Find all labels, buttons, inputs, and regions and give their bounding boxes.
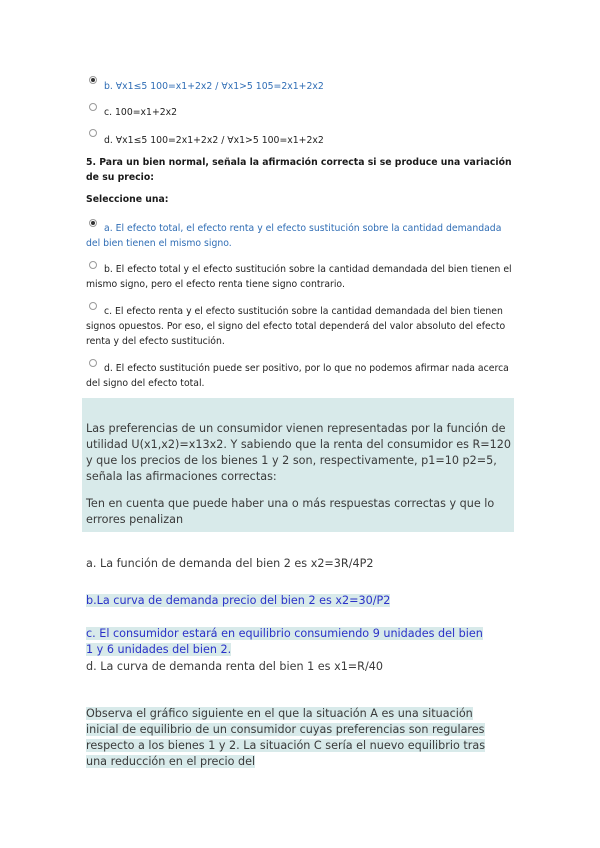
option-q5-b[interactable]: b. El efecto total y el efecto sustitución sobre la cantidad demandada del bien tienen el mismo signo, pero el efecto renta tiene signo contrario. xyxy=(86,264,512,290)
option-q4-d[interactable]: d. ∀x1≤5 100=2x1+2x2 / ∀x1>5 100=x1+2x2 xyxy=(104,135,324,146)
option-q4-c[interactable]: c. 100=x1+2x2 xyxy=(104,107,178,118)
option-q5-a[interactable]: a. El efecto total, el efecto renta y el efecto sustitución sobre la cantidad demandada del bien tienen el mismo signo. xyxy=(86,223,502,249)
answer-d: d. La curva de demanda renta del bien 1 es x1=R/40 xyxy=(86,660,383,673)
question-box-note: Ten en cuenta que puede haber una o más respuestas correctas y que lo errores penalizan xyxy=(86,497,495,526)
radio-q4-c[interactable] xyxy=(89,103,97,111)
question-box-text: Las preferencias de un consumidor vienen representadas por la función de utilidad U(x1,x2)=x13x2. Y sabiendo que la renta del consumidor es R=120 y que los precios de los bienes 1 y 2 son, respectivamente, p1=10 p2=5, señala las afirmaciones correctas: xyxy=(86,422,512,483)
graph-question-text: Observa el gráfico siguiente en el que la situación A es una situación inicial de equilibrio de un consumidor cuyas preferencias son regulares respecto a los bienes 1 y 2. La situación C sería el nuevo equilibrio tras una reducción en el precio del xyxy=(86,707,486,768)
radio-q4-d[interactable] xyxy=(89,129,97,137)
radio-q4-b[interactable] xyxy=(89,76,97,84)
answer-b: b.La curva de demanda precio del bien 2 es x2=30/P2 xyxy=(86,594,391,607)
option-q5-d[interactable]: d. El efecto sustitución puede ser positivo, por lo que no podemos afirmar nada acerca del signo del efecto total. xyxy=(86,363,509,389)
option-q5-c[interactable]: c. El efecto renta y el efecto sustitución sobre la cantidad demandada del bien tienen signos opuestos. Por eso, el signo del efecto total dependerá del valor absoluto del efecto renta y del efecto sustitución. xyxy=(86,306,506,347)
select-one-label: Seleccione una: xyxy=(86,194,169,205)
answer-a: a. La función de demanda del bien 2 es x2=3R/4P2 xyxy=(86,557,374,570)
option-q4-b[interactable]: b. ∀x1≤5 100=x1+2x2 / ∀x1>5 105=2x1+2x2 xyxy=(104,81,324,92)
question-5: 5. Para un bien normal, señala la afirmación correcta si se produce una variación de su precio: xyxy=(86,157,512,183)
answer-c: c. El consumidor estará en equilibrio consumiendo 9 unidades del bien 1 y 6 unidades del bien 2. xyxy=(86,627,483,656)
